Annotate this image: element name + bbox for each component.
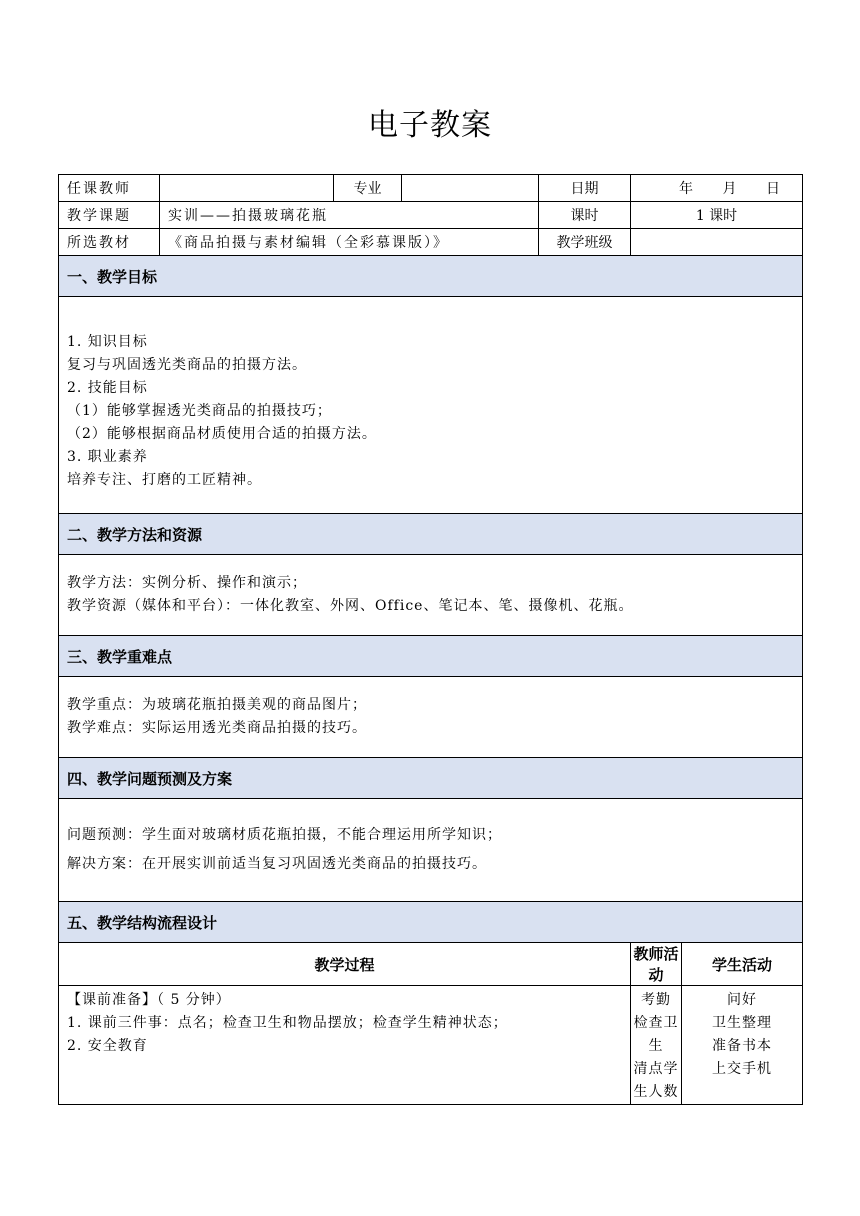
section-4-heading: 四、教学问题预测及方案 <box>59 758 803 799</box>
textbook-value: 《商品拍摄与素材编辑（全彩慕课版）》 <box>160 229 539 256</box>
date-month: 月 <box>722 181 737 197</box>
section-3-header <box>59 636 803 677</box>
textbook-label: 所选教材 <box>59 229 160 256</box>
s2-line: 教学方法：实例分析、操作和演示； <box>67 575 307 591</box>
section-2-content <box>59 555 803 636</box>
class-value <box>631 229 803 256</box>
date-day: 日 <box>766 181 780 197</box>
date-value <box>631 175 803 202</box>
section-4-header <box>59 758 803 799</box>
section-2-heading: 二、教学方法和资源 <box>59 514 803 555</box>
s1-line: （2）能够根据商品材质使用合适的拍摄方法。 <box>67 425 377 442</box>
process-line: 1. 课前三件事：点名；检查卫生和物品摆放；检查学生精神状态； <box>67 1015 508 1031</box>
teacher-activity: 检查卫生 <box>633 1015 679 1054</box>
section-5-heading: 五、教学结构流程设计 <box>59 902 803 943</box>
s3-line: 教学难点：实际运用透光类商品拍摄的技巧。 <box>67 720 367 736</box>
student-col-header: 学生活动 <box>682 943 803 986</box>
major-value <box>402 175 539 202</box>
topic-value: 实训——拍摄玻璃花瓶 <box>160 202 539 229</box>
section-5-header <box>59 902 803 943</box>
info-row-3 <box>59 229 803 256</box>
date-label: 日期 <box>539 175 631 202</box>
hours-label: 课时 <box>539 202 631 229</box>
s1-line: 2. 技能目标 <box>67 379 148 396</box>
s1-line: 3. 职业素养 <box>67 448 148 465</box>
major-label: 专业 <box>334 175 402 202</box>
process-header-row <box>59 943 803 986</box>
teacher-value <box>160 175 334 202</box>
s3-line: 教学重点：为玻璃花瓶拍摄美观的商品图片； <box>67 697 367 713</box>
class-label: 教学班级 <box>539 229 631 256</box>
process-col-header: 教学过程 <box>59 943 631 986</box>
student-activity-cell <box>682 986 803 1105</box>
section-4-body <box>59 799 803 902</box>
section-1-body <box>59 297 803 514</box>
process-line: 【课前准备】（ 5 分钟） <box>67 992 231 1008</box>
student-activity: 卫生整理 <box>712 1015 772 1031</box>
process-line: 2. 安全教育 <box>67 1038 148 1054</box>
section-1-content <box>59 297 803 514</box>
teacher-activity: 清点学生人数 <box>633 1061 679 1100</box>
hours-value: 1 课时 <box>631 202 803 229</box>
section-3-body <box>59 677 803 758</box>
date-year: 年 <box>679 181 693 197</box>
info-row-2 <box>59 202 803 229</box>
s1-line: 1. 知识目标 <box>67 333 148 350</box>
topic-label: 教学课题 <box>59 202 160 229</box>
teacher-label: 任课教师 <box>59 175 160 202</box>
s1-line: 复习与巩固透光类商品的拍摄方法。 <box>67 356 307 373</box>
student-activity: 问好 <box>727 992 757 1008</box>
section-2-body <box>59 555 803 636</box>
s2-line: 教学资源（媒体和平台）：一体化教室、外网、Office、笔记本、笔、摄像机、花瓶。 <box>67 598 634 614</box>
section-1-header <box>59 256 803 297</box>
section-3-content <box>59 677 803 758</box>
teacher-activity: 考勤 <box>641 992 671 1008</box>
s4-line: 问题预测：学生面对玻璃材质花瓶拍摄，不能合理运用所学知识； <box>67 827 502 843</box>
teacher-col-header: 教师活动 <box>631 943 682 986</box>
page-title: 电子教案 <box>368 108 492 143</box>
process-cell <box>59 986 631 1105</box>
section-4-content <box>59 799 803 902</box>
section-1-heading: 一、教学目标 <box>59 256 803 297</box>
s4-line: 解决方案：在开展实训前适当复习巩固透光类商品的拍摄技巧。 <box>67 856 487 872</box>
teacher-activity-cell <box>631 986 682 1105</box>
info-row-1 <box>59 175 803 202</box>
s1-line: （1）能够掌握透光类商品的拍摄技巧； <box>67 402 332 419</box>
section-2-header <box>59 514 803 555</box>
student-activity: 上交手机 <box>712 1061 772 1077</box>
lesson-plan-table <box>58 174 803 1105</box>
student-activity: 准备书本 <box>712 1038 772 1054</box>
section-3-heading: 三、教学重难点 <box>59 636 803 677</box>
process-row <box>59 986 803 1105</box>
s1-line: 培养专注、打磨的工匠精神。 <box>67 471 262 488</box>
